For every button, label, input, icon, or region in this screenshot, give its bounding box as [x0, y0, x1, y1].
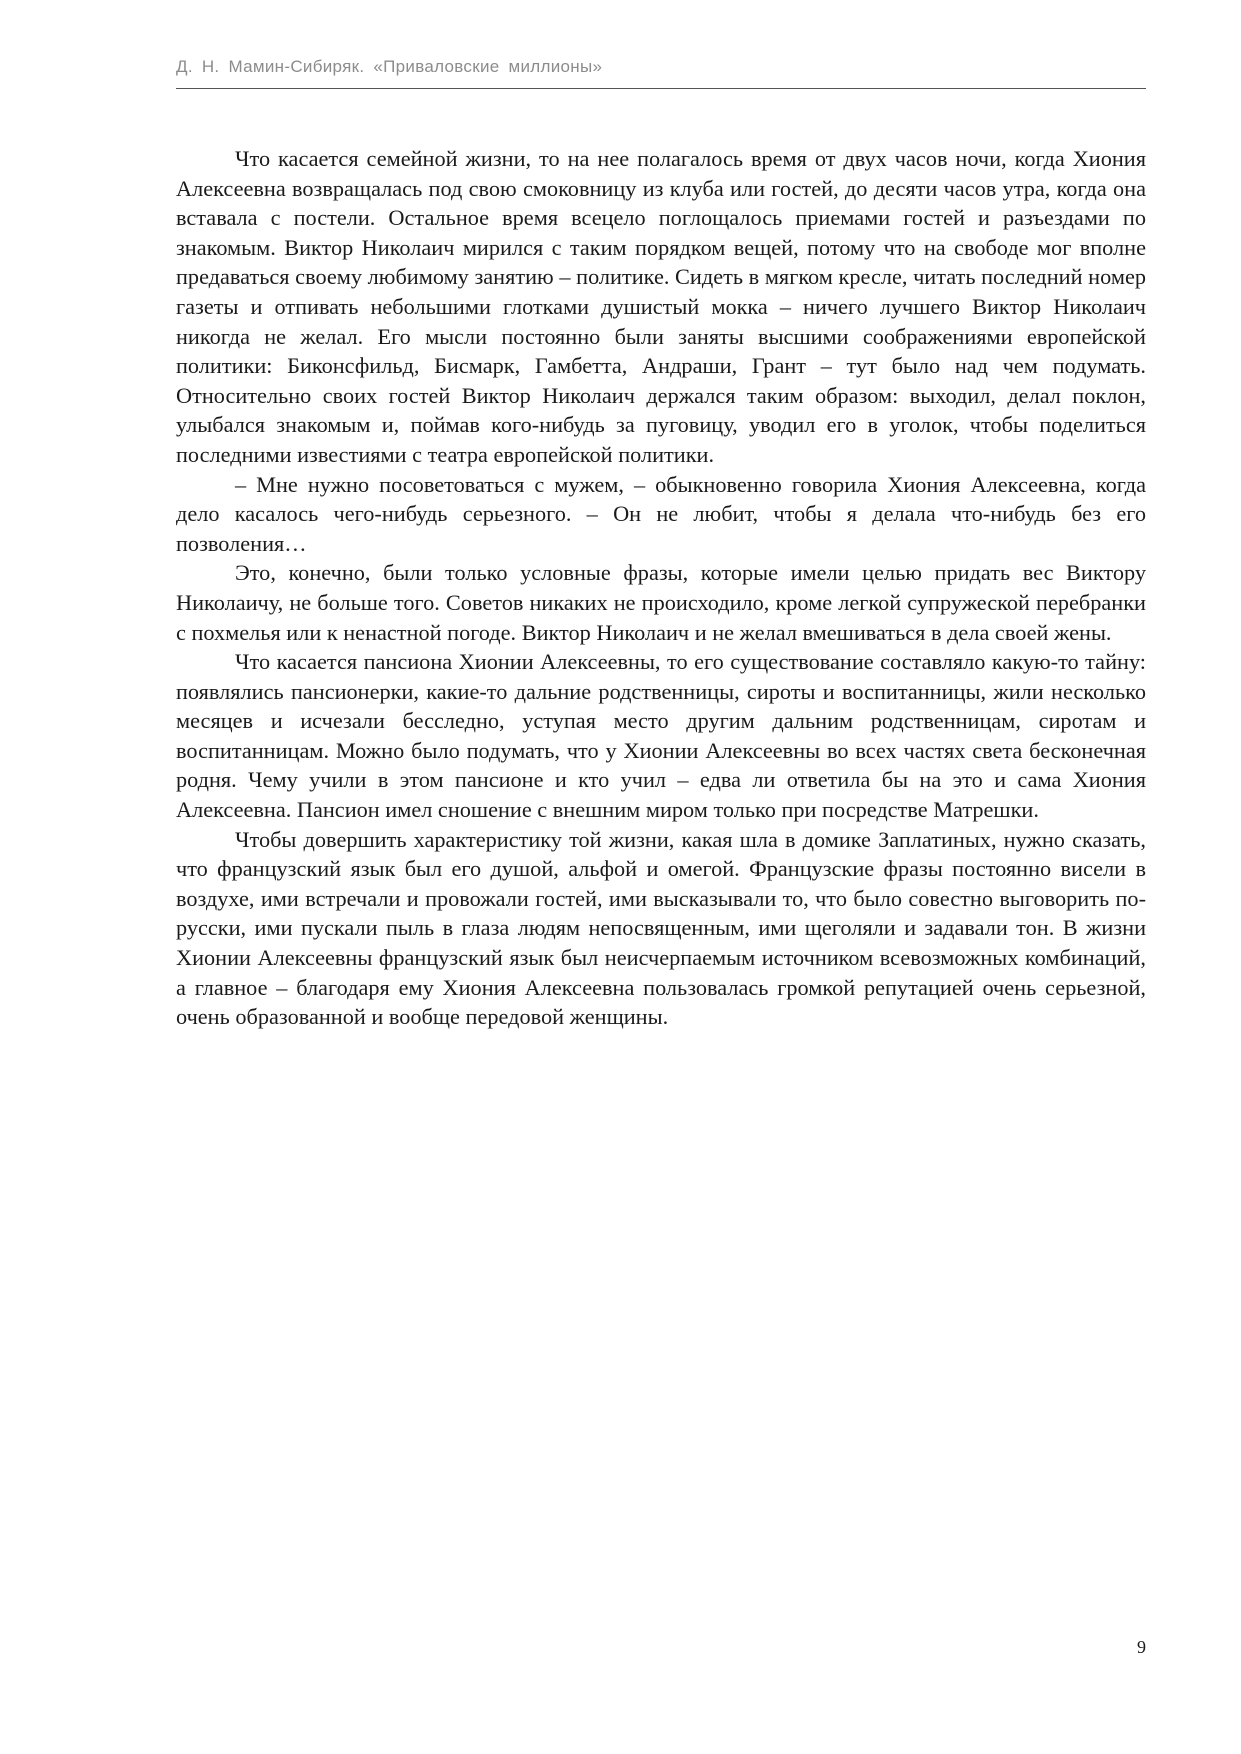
- paragraph: Чтобы довершить характеристику той жизни, какая шла в домике Заплатиных, нужно сказать, что французский язык был его душой, альфой и омегой. Французские фразы постоянно висели в воздухе, ими встречали и провожали гостей, ими высказывали то, что было совестно выговорить по-русски, ими пускали пыль в глаза людям непосвященным, ими щеголяли и задавали тон. В жизни Хионии Алексеевны французский язык был неисчерпаемым источником всевозможных комбинаций, а главное – благодаря ему Хиония Алексеевна пользовалась громкой репутацией очень серьезной, очень образованной и вообще передовой женщины.: [176, 826, 1146, 1030]
- page-number: 9: [1137, 1637, 1146, 1657]
- header-divider: [176, 88, 1146, 89]
- paragraph: Это, конечно, были только условные фразы, которые имели целью придать вес Виктору Николаичу, не больше того. Советов никаких не происходило, кроме легкой супружеской перебранки с похмелья или к ненастной погоде. Виктор Николаич и не желал вмешиваться в дела своей жены.: [176, 560, 1146, 645]
- paragraph: Что касается пансиона Хионии Алексеевны, то его существование составляло какую-то тайну: появлялись пансионерки, какие-то дальние родственницы, сироты и воспитанницы, жили несколько месяцев и исчезали бесследно, уступая место другим дальним родственницам, сиротам и воспитанницам. Можно было подумать, что у Хионии Алексеевны во всех частях света бесконечная родня. Чему учили в этом пансионе и кто учил – едва ли ответила бы на это и сама Хиония Алексеевна. Пансион имел сношение с внешним миром только при посредстве Матрешки.: [176, 649, 1146, 823]
- running-header: Д. Н. Мамин-Сибиряк. «Приваловские миллионы»: [176, 57, 603, 76]
- paragraph: Что касается семейной жизни, то на нее полагалось время от двух часов ночи, когда Хиония Алексеевна возвращалась под свою смоковницу из клуба или гостей, до десяти часов утра, когда она вставала с постели. Остальное время всецело поглощалось приемами гостей и разъездами по знакомым. Виктор Николаич мирился с таким порядком вещей, потому что на свободе мог вполне предаваться своему любимому занятию – политике. Сидеть в мягком кресле, читать последний номер газеты и отпивать небольшими глотками душистый мокка – ничего лучшего Виктор Николаич никогда не желал. Его мысли постоянно были заняты высшими соображениями европейской политики: Биконсфильд, Бисмарк, Гамбетта, Андраши, Грант – тут было над чем подумать. Относительно своих гостей Виктор Николаич держался таким образом: выходил, делал поклон, улыбался знакомым и, поймав кого-нибудь за пуговицу, уводил его в уголок, чтобы поделиться последними известиями с театра европейской политики.: [176, 146, 1146, 467]
- body-text: [176, 144, 1146, 1032]
- paragraph: – Мне нужно посоветоваться с мужем, – обыкновенно говорила Хиония Алексеевна, когда дело касалось чего-нибудь серьезного. – Он не любит, чтобы я делала что-нибудь без его позволения…: [176, 471, 1146, 556]
